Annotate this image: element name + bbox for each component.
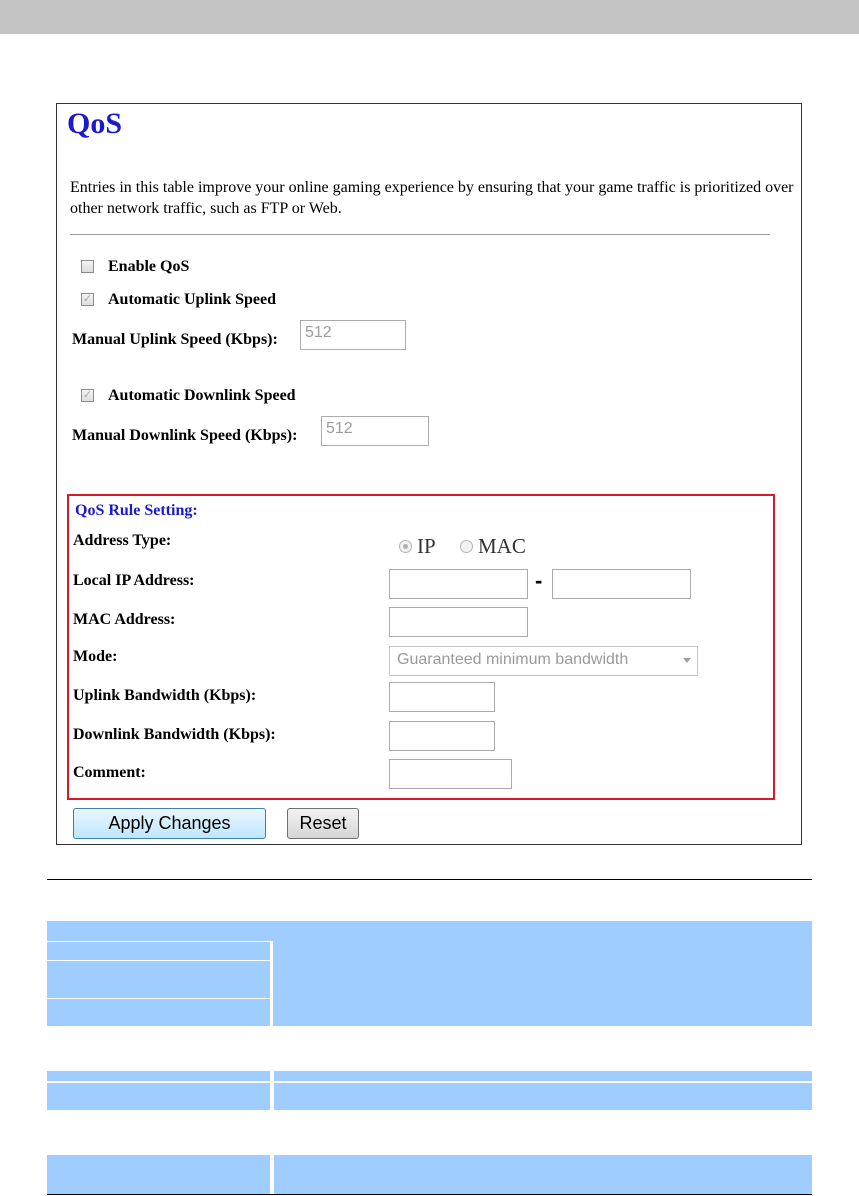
mode-select-value: Guaranteed minimum bandwidth [397,651,629,668]
table-column-divider [270,1071,274,1110]
section-divider [47,879,812,880]
table-header-block [47,921,812,1026]
mode-select[interactable] [389,646,698,676]
manual-downlink-label: Manual Downlink Speed (Kbps): [72,427,298,444]
qos-rule-section [67,494,775,800]
ip-range-separator: - [535,568,543,593]
page-title: QoS [67,107,123,140]
header-bar [0,0,859,34]
downlink-bandwidth-label: Downlink Bandwidth (Kbps): [73,726,276,743]
manual-uplink-input[interactable]: 512 [300,320,406,350]
table-column-divider [270,941,273,1026]
enable-qos-checkbox[interactable] [81,260,94,273]
table-column-divider [270,1155,274,1194]
reset-button[interactable]: Reset [287,808,359,839]
auto-uplink-label: Automatic Uplink Speed [108,291,277,308]
table-row-block [47,1071,812,1110]
ip-radio-label: IP [417,534,436,558]
auto-uplink-checkbox[interactable]: ✓ [82,293,93,305]
table-gridline [47,941,273,942]
mac-address-label: MAC Address: [73,611,176,628]
auto-downlink-checkbox[interactable]: ✓ [82,389,93,401]
local-ip-label: Local IP Address: [73,572,195,589]
ip-radio[interactable] [399,540,412,553]
auto-downlink-label: Automatic Downlink Speed [108,387,296,404]
apply-changes-button[interactable]: Apply Changes [73,808,266,839]
table-gridline [47,960,273,961]
chevron-down-icon [683,658,691,663]
downlink-bandwidth-input[interactable] [389,721,495,751]
divider [70,234,770,235]
manual-uplink-label: Manual Uplink Speed (Kbps): [72,331,278,348]
uplink-bandwidth-input[interactable] [389,682,495,712]
mac-radio-label: MAC [478,534,526,558]
local-ip-from-input[interactable] [389,569,528,599]
comment-label: Comment: [73,764,146,781]
mac-address-input[interactable] [389,607,528,637]
enable-qos-label: Enable QoS [108,258,190,275]
manual-downlink-input[interactable]: 512 [321,416,429,446]
page-description: Entries in this table improve your online gaming experience by ensuring that your game traffic is prioritized over other network traffic, such as FTP or Web. [70,179,794,217]
qos-panel [56,103,802,845]
mac-radio[interactable] [460,540,473,553]
address-type-label: Address Type: [73,532,172,549]
table-bottom-border [47,1194,812,1195]
rule-section-title: QoS Rule Setting: [75,502,198,519]
mode-label: Mode: [73,648,118,665]
table-gridline [47,998,273,999]
uplink-bandwidth-label: Uplink Bandwidth (Kbps): [73,687,257,704]
local-ip-to-input[interactable] [552,569,691,599]
comment-input[interactable] [389,759,512,789]
table-gridline [47,1081,812,1083]
table-row-block [47,1155,812,1194]
